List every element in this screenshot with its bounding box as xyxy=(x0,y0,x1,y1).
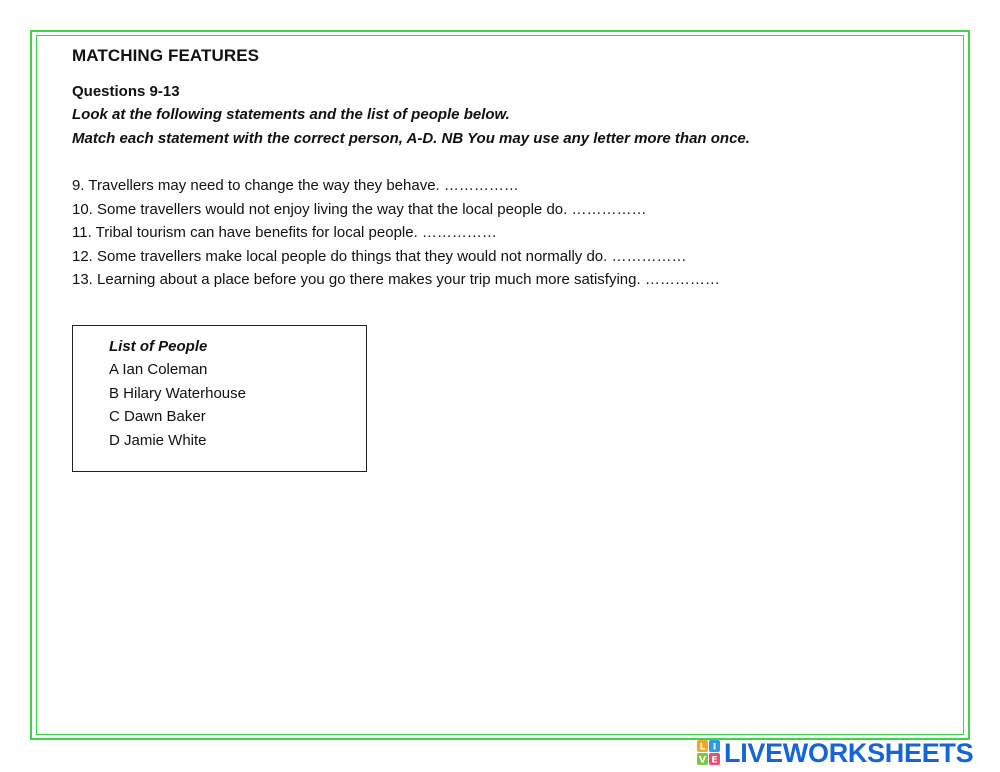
statement-12: 12. Some travellers make local people do things that they would not normally do. …………… xyxy=(72,247,687,265)
worksheet-title: MATCHING FEATURES xyxy=(72,46,260,65)
person-a: A Ian Coleman xyxy=(109,361,208,378)
list-of-people-box xyxy=(72,325,367,472)
svg-text:L: L xyxy=(699,742,706,753)
svg-text:I: I xyxy=(712,742,717,753)
statement-13: 13. Learning about a place before you go there makes your trip much more satisfying. …………… xyxy=(72,271,720,288)
statement-9: 9. Travellers may need to change the way they behave. …………… xyxy=(72,177,519,194)
statement-11: 11. Tribal tourism can have benefits for local people. …………… xyxy=(72,224,497,241)
brand-name: LIVEWORKSHEETS xyxy=(724,737,974,768)
instruction-line-2: Match each statement with the correct person, A-D. NB You may use any letter more than once. xyxy=(72,130,750,147)
statement-10: 10. Some travellers would not enjoy living the way that the local people do. …………… xyxy=(72,200,647,218)
questions-label: Questions 9-13 xyxy=(72,83,180,100)
statement-list xyxy=(72,177,720,295)
person-d: D Jamie White xyxy=(109,431,207,449)
liveworksheets-brand xyxy=(697,738,973,768)
svg-text:E: E xyxy=(711,755,718,766)
person-c: C Dawn Baker xyxy=(109,408,206,425)
people-list xyxy=(109,361,246,455)
svg-text:V: V xyxy=(699,755,706,766)
person-b: B Hilary Waterhouse xyxy=(109,384,246,402)
liveworksheets-logo-icon xyxy=(697,740,721,766)
instruction-line-1: Look at the following statements and the list of people below. xyxy=(72,106,510,123)
list-of-people-title: List of People xyxy=(109,338,208,355)
